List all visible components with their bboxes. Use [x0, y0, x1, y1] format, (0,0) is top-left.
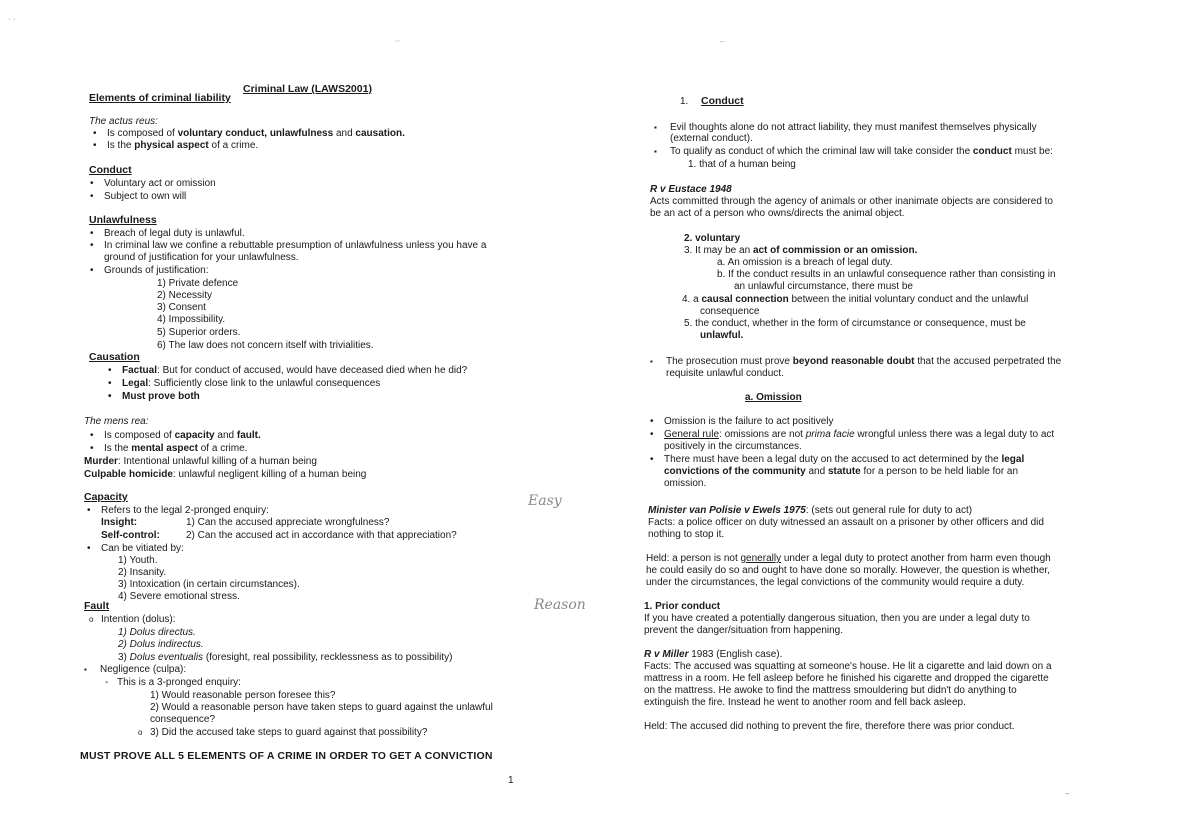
dolus-form: 1) Dolus directus.	[118, 627, 196, 638]
conduct-requirement-continued: unlawful.	[700, 330, 744, 341]
case-text: mattress in a room. He fell asleep before he finished his cigarette and dropped the cigarette	[644, 673, 1049, 684]
case-name: R v Eustace 1948	[650, 184, 732, 195]
right-conduct-heading: Conduct	[701, 95, 744, 107]
dolus-form: 2) Dolus indirectus.	[118, 639, 204, 650]
list-item: ▪ Negligence (culpa):	[100, 664, 186, 675]
justification-ground: 3) Consent	[157, 302, 206, 313]
case-text: Facts: The accused was squatting at someone's house. He lit a cigarette and laid down on a	[644, 661, 1052, 672]
list-item: • Omission is the failure to act positively	[664, 416, 834, 427]
vitiator: 4) Severe emotional stress.	[118, 591, 240, 602]
unlawfulness-heading: Unlawfulness	[89, 214, 157, 226]
right-page	[600, 0, 1200, 838]
omission-heading: a. Omission	[745, 392, 802, 403]
case-text: If you have created a potentially dangerous situation, then you are under a legal duty to	[644, 613, 1030, 624]
fault-heading: Fault	[84, 600, 110, 612]
case-text: under the circumstances, the legal convictions of the community would require a duty.	[646, 577, 1025, 588]
list-item: • Is the physical aspect of a crime.	[107, 140, 258, 151]
capacity-heading: Capacity	[84, 491, 128, 503]
list-item: • Refers to the legal 2-pronged enquiry:	[101, 505, 269, 516]
list-item: • Breach of legal duty is unlawful.	[104, 228, 245, 239]
mens-rea-intro: The mens rea:	[84, 416, 149, 427]
handwritten-note: Reason	[534, 597, 586, 613]
conduct-heading-num: 1.	[680, 96, 689, 107]
list-item: • Can be vitiated by:	[101, 543, 184, 554]
vitiator: 2) Insanity.	[118, 567, 167, 578]
list-item-continued: ground of justification for your unlawfulness.	[104, 252, 299, 263]
justification-ground: 4) Impossibility.	[157, 314, 226, 325]
list-item-continued: (external conduct).	[670, 133, 753, 144]
list-item: ▪ The prosecution must prove beyond reasonable doubt that the accused perpetrated the	[666, 356, 1061, 367]
justification-ground: 5) Superior orders.	[157, 327, 241, 338]
self-control-question: 2) Can the accused act in accordance with that appreciation?	[186, 530, 457, 541]
list-item-continued: positively in the circumstances.	[664, 441, 802, 452]
negligence-question-continued: consequence?	[150, 714, 216, 725]
conduct-requirement: 3. It may be an act of commission or an omission.	[684, 245, 918, 256]
section-title: Elements of criminal liability	[89, 92, 231, 104]
conduct-requirement-continued: consequence	[700, 306, 760, 317]
vitiator: 1) Youth.	[118, 555, 158, 566]
case-text: Held: The accused did nothing to prevent the fire, therefore there was prior conduct.	[644, 721, 1015, 732]
causation-heading: Causation	[89, 351, 140, 363]
list-item: • In criminal law we confine a rebuttable presumption of unlawfulness unless you have a	[104, 240, 486, 251]
scan-mark: ⋅⋅	[395, 37, 401, 46]
scan-mark: –	[1065, 789, 1070, 798]
negligence-question: 1) Would reasonable person foresee this?	[150, 690, 336, 701]
conduct-sub-requirement-continued: an unlawful circumstance, there must be	[734, 281, 913, 292]
conduct-sub-requirement: a. An omission is a breach of legal duty.	[717, 257, 893, 268]
list-item: ▪ Evil thoughts alone do not attract liability, they must manifest themselves physically	[670, 122, 1037, 133]
list-item: - This is a 3-pronged enquiry:	[117, 677, 241, 688]
list-item: ▪ To qualify as conduct of which the criminal law will take consider the conduct must be:	[670, 146, 1053, 157]
list-item: • Must prove both	[122, 391, 200, 402]
case-text: nothing to stop it.	[648, 529, 725, 540]
conduct-requirement: 4. a causal connection between the initial voluntary conduct and the unlawful	[682, 294, 1029, 305]
list-item: • Is composed of voluntary conduct, unlawfulness and causation.	[107, 128, 405, 139]
vitiator: 3) Intoxication (in certain circumstances).	[118, 579, 300, 590]
list-item: • General rule: omissions are not prima facie wrongful unless there was a legal duty to act	[664, 429, 1054, 440]
list-item: • Is composed of capacity and fault.	[104, 430, 261, 441]
insight-label: Insight:	[101, 517, 138, 528]
list-item: • Grounds of justification:	[104, 265, 209, 276]
case-text: extinguish the fire. Instead he went to another room and fell back asleep.	[644, 697, 966, 708]
case-text: Acts committed through the agency of animals or other inanimate objects are considered to	[650, 196, 1053, 207]
list-item-continued: omission.	[664, 478, 707, 489]
case-text: be an act of a person who owns/directs the animal object.	[650, 208, 905, 219]
conduct-requirement: 2. voluntary	[684, 233, 741, 244]
handwritten-note: Easy	[528, 493, 562, 509]
actus-reus-intro: The actus reus:	[89, 116, 158, 127]
culpable-homicide-definition: Culpable homicide: unlawful negligent killing of a human being	[84, 469, 367, 480]
conduct-heading: Conduct	[89, 164, 132, 176]
conduct-sub-requirement: b. If the conduct results in an unlawful consequence rather than consisting in	[717, 269, 1056, 280]
prior-conduct-heading: 1. Prior conduct	[644, 601, 721, 612]
insight-question: 1) Can the accused appreciate wrongfulness?	[186, 517, 390, 528]
list-item: • Factual: But for conduct of accused, would have deceased died when he did?	[122, 365, 467, 376]
justification-ground: 1) Private defence	[157, 278, 239, 289]
case-name-line: R v Miller 1983 (English case).	[644, 649, 783, 660]
self-control-label: Self-control:	[101, 530, 160, 541]
footer-note: MUST PROVE ALL 5 ELEMENTS OF A CRIME IN ORDER TO GET A CONVICTION	[80, 750, 493, 762]
dolus-form: 3) Dolus eventualis (foresight, real possibility, recklessness as to possibility)	[118, 652, 453, 663]
list-item: • Voluntary act or omission	[104, 178, 216, 189]
list-item: • Subject to own will	[104, 191, 186, 202]
conduct-requirement: 1. that of a human being	[688, 159, 796, 170]
list-item-continued: requisite unlawful conduct.	[666, 368, 784, 379]
negligence-question: 2) Would a reasonable person have taken steps to guard against the unlawful	[150, 702, 493, 713]
conduct-requirement: 5. the conduct, whether in the form of circumstance or consequence, must be	[684, 318, 1026, 329]
case-text: Facts: a police officer on duty witnessed an assault on a prisoner by other officers and did	[648, 517, 1044, 528]
scan-mark: ⋅ ⋅	[8, 15, 16, 24]
case-text: he could easily do so and ought to have done so morally. However, the question is whether,	[646, 565, 1050, 576]
list-item: • Is the mental aspect of a crime.	[104, 443, 247, 454]
case-text: Held: a person is not generally under a legal duty to protect another from harm even though	[646, 553, 1051, 564]
page-number: 1	[508, 775, 514, 786]
murder-definition: Murder: Intentional unlawful killing of a human being	[84, 456, 317, 467]
case-name-line: Minister van Polisie v Ewels 1975: (sets out general rule for duty to act)	[648, 505, 973, 516]
justification-ground: 2) Necessity	[157, 290, 213, 301]
list-item: o Intention (dolus):	[101, 614, 176, 625]
list-item: • There must have been a legal duty on the accused to act determined by the legal	[664, 454, 1024, 465]
scan-mark: -·	[720, 37, 726, 46]
negligence-question: o 3) Did the accused take steps to guard against that possibility?	[150, 727, 427, 738]
justification-ground: 6) The law does not concern itself with trivialities.	[157, 340, 374, 351]
list-item-continued: convictions of the community and statute for a person to be held liable for an	[664, 466, 1019, 477]
course-title: Criminal Law (LAWS2001)	[243, 83, 372, 95]
case-text: on the mattress. He awoke to find the mattress smouldering but didn't do anything to	[644, 685, 1017, 696]
list-item: • Legal: Sufficiently close link to the unlawful consequences	[122, 378, 380, 389]
case-text: prevent the danger/situation from happening.	[644, 625, 844, 636]
